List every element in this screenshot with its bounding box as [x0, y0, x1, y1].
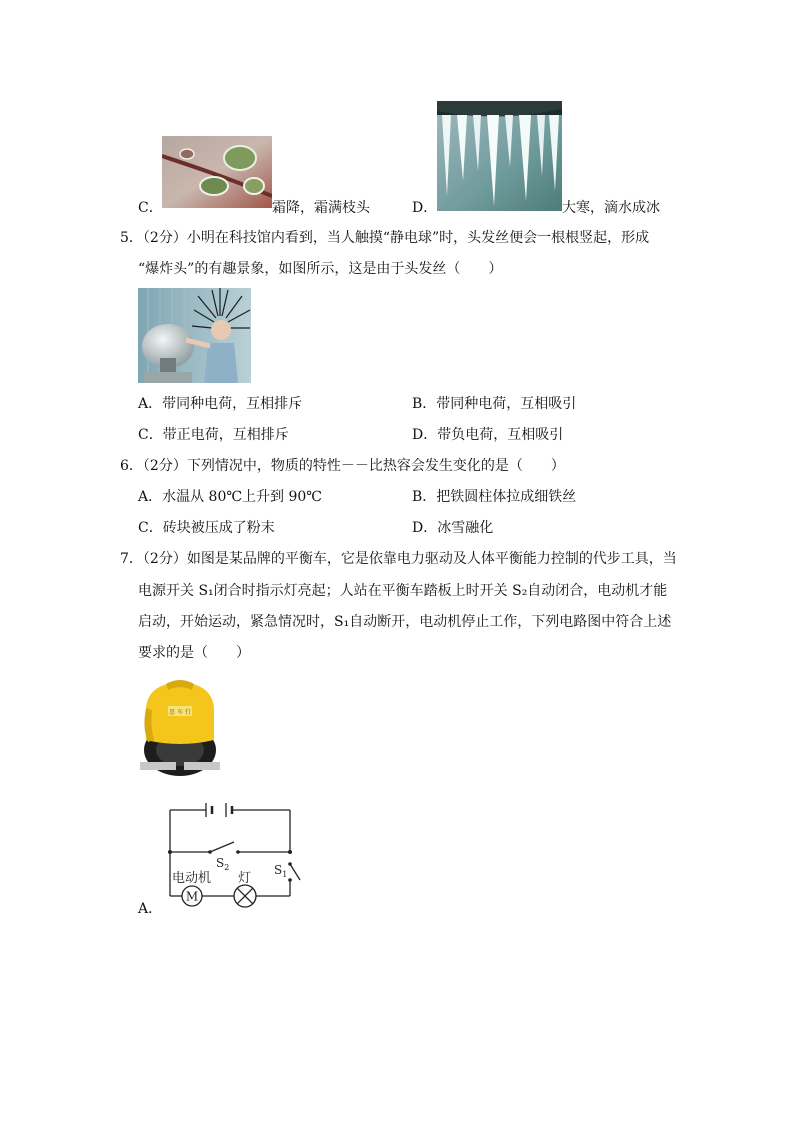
svg-text:S1 — [274, 863, 287, 879]
q6-option-d[interactable]: D．冰雪融化 — [412, 520, 494, 536]
q7-stem-line1: 7．（2分）如图是某品牌的平衡车，它是依靠电力驱动及人体平衡能力控制的代步工具，当 — [120, 551, 677, 567]
q4-option-c-letter[interactable]: C． — [138, 200, 163, 216]
q5-option-a[interactable]: A．带同种电荷，互相排斥 — [138, 396, 303, 412]
s1-subscript: 1 — [282, 870, 288, 879]
s2-label: S — [216, 856, 225, 870]
balance-vehicle-image — [138, 678, 220, 778]
q5-stem-line2: “爆炸头”的有趣景象，如图所示，这是由于头发丝（ ） — [138, 261, 503, 277]
q4-option-c-text[interactable]: 霜降，霜满枝头 — [272, 200, 370, 216]
static-ball-image — [138, 288, 251, 383]
s1-label: S — [274, 863, 283, 877]
motor-label: 电动机 — [172, 871, 212, 886]
q6-option-c[interactable]: C．砖块被压成了粉末 — [138, 520, 275, 536]
q5-option-c[interactable]: C．带正电荷，互相排斥 — [138, 427, 289, 443]
q6-stem-line1: 6．（2分）下列情况中，物质的特性－－比热容会发生变化的是（ ） — [120, 458, 565, 474]
q7-option-a-letter[interactable]: A． — [138, 901, 163, 917]
frost-branch-image — [162, 136, 272, 208]
q7-stem-line3: 启动，开始运动，紧急情况时，S₁自动断开，电动机停止工作，下列电路图中符合上述 — [138, 614, 672, 630]
svg-text:S2 — [216, 856, 229, 872]
circuit-diagram-a — [160, 800, 310, 912]
q4-option-d-text[interactable]: 大寒，滴水成冰 — [562, 200, 660, 216]
q6-option-b[interactable]: B．把铁圆柱体拉成细铁丝 — [412, 489, 577, 505]
q4-option-d-letter[interactable]: D． — [412, 200, 438, 216]
lamp-symbol — [234, 885, 256, 907]
q7-stem-line2: 电源开关 S₁闭合时指示灯亮起；人站在平衡车踏板上时开关 S₂自动闭合，电动机才能 — [138, 583, 668, 599]
icicles-image — [437, 101, 562, 211]
s2-subscript: 2 — [224, 863, 230, 872]
motor-symbol: M — [185, 889, 199, 904]
q7-stem-line4: 要求的是（ ） — [138, 645, 250, 661]
q6-option-a[interactable]: A．水温从 80℃上升到 90℃ — [138, 489, 322, 505]
vehicle-brand-label: 思 车 行 — [169, 709, 191, 716]
q5-option-d[interactable]: D．带负电荷，互相吸引 — [412, 427, 564, 443]
lamp-label: 灯 — [238, 871, 252, 886]
q5-option-b[interactable]: B．带同种电荷，互相吸引 — [412, 396, 577, 412]
q5-stem-line1: 5．（2分）小明在科技馆内看到，当人触摸“静电球”时，头发丝便会一根根竖起，形成 — [120, 230, 650, 246]
